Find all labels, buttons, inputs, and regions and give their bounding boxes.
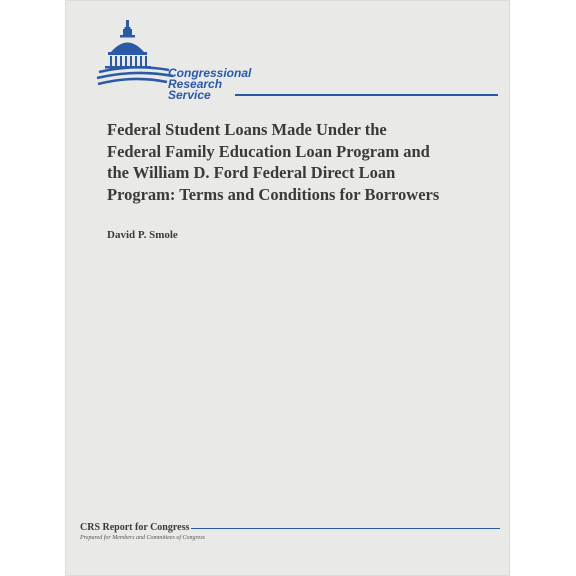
author-name: David P. Smole: [107, 229, 178, 241]
title-line-4: Program: Terms and Conditions for Borrowers: [107, 184, 440, 204]
report-title: [107, 119, 502, 205]
crs-logo-text: [168, 68, 251, 101]
report-row: [80, 522, 500, 533]
logo-line-2: Research: [168, 77, 223, 91]
report-subtitle: Prepared for Members and Committees of Congress: [80, 535, 205, 541]
footer-rule: [191, 528, 500, 530]
logo-rule: [235, 94, 498, 96]
logo-line-1: Congressional: [168, 66, 252, 80]
logo-line-3: Service: [168, 88, 211, 102]
report-footer: [80, 522, 500, 541]
title-line-1: Federal Student Loans Made Under the: [107, 120, 387, 139]
report-cover: [65, 0, 510, 576]
title-line-3: the William D. Ford Federal Direct Loan: [107, 163, 396, 182]
title-line-2: Federal Family Education Loan Program and: [107, 141, 430, 161]
report-label: CRS Report for Congress: [80, 522, 190, 533]
crs-logo: [95, 18, 475, 108]
